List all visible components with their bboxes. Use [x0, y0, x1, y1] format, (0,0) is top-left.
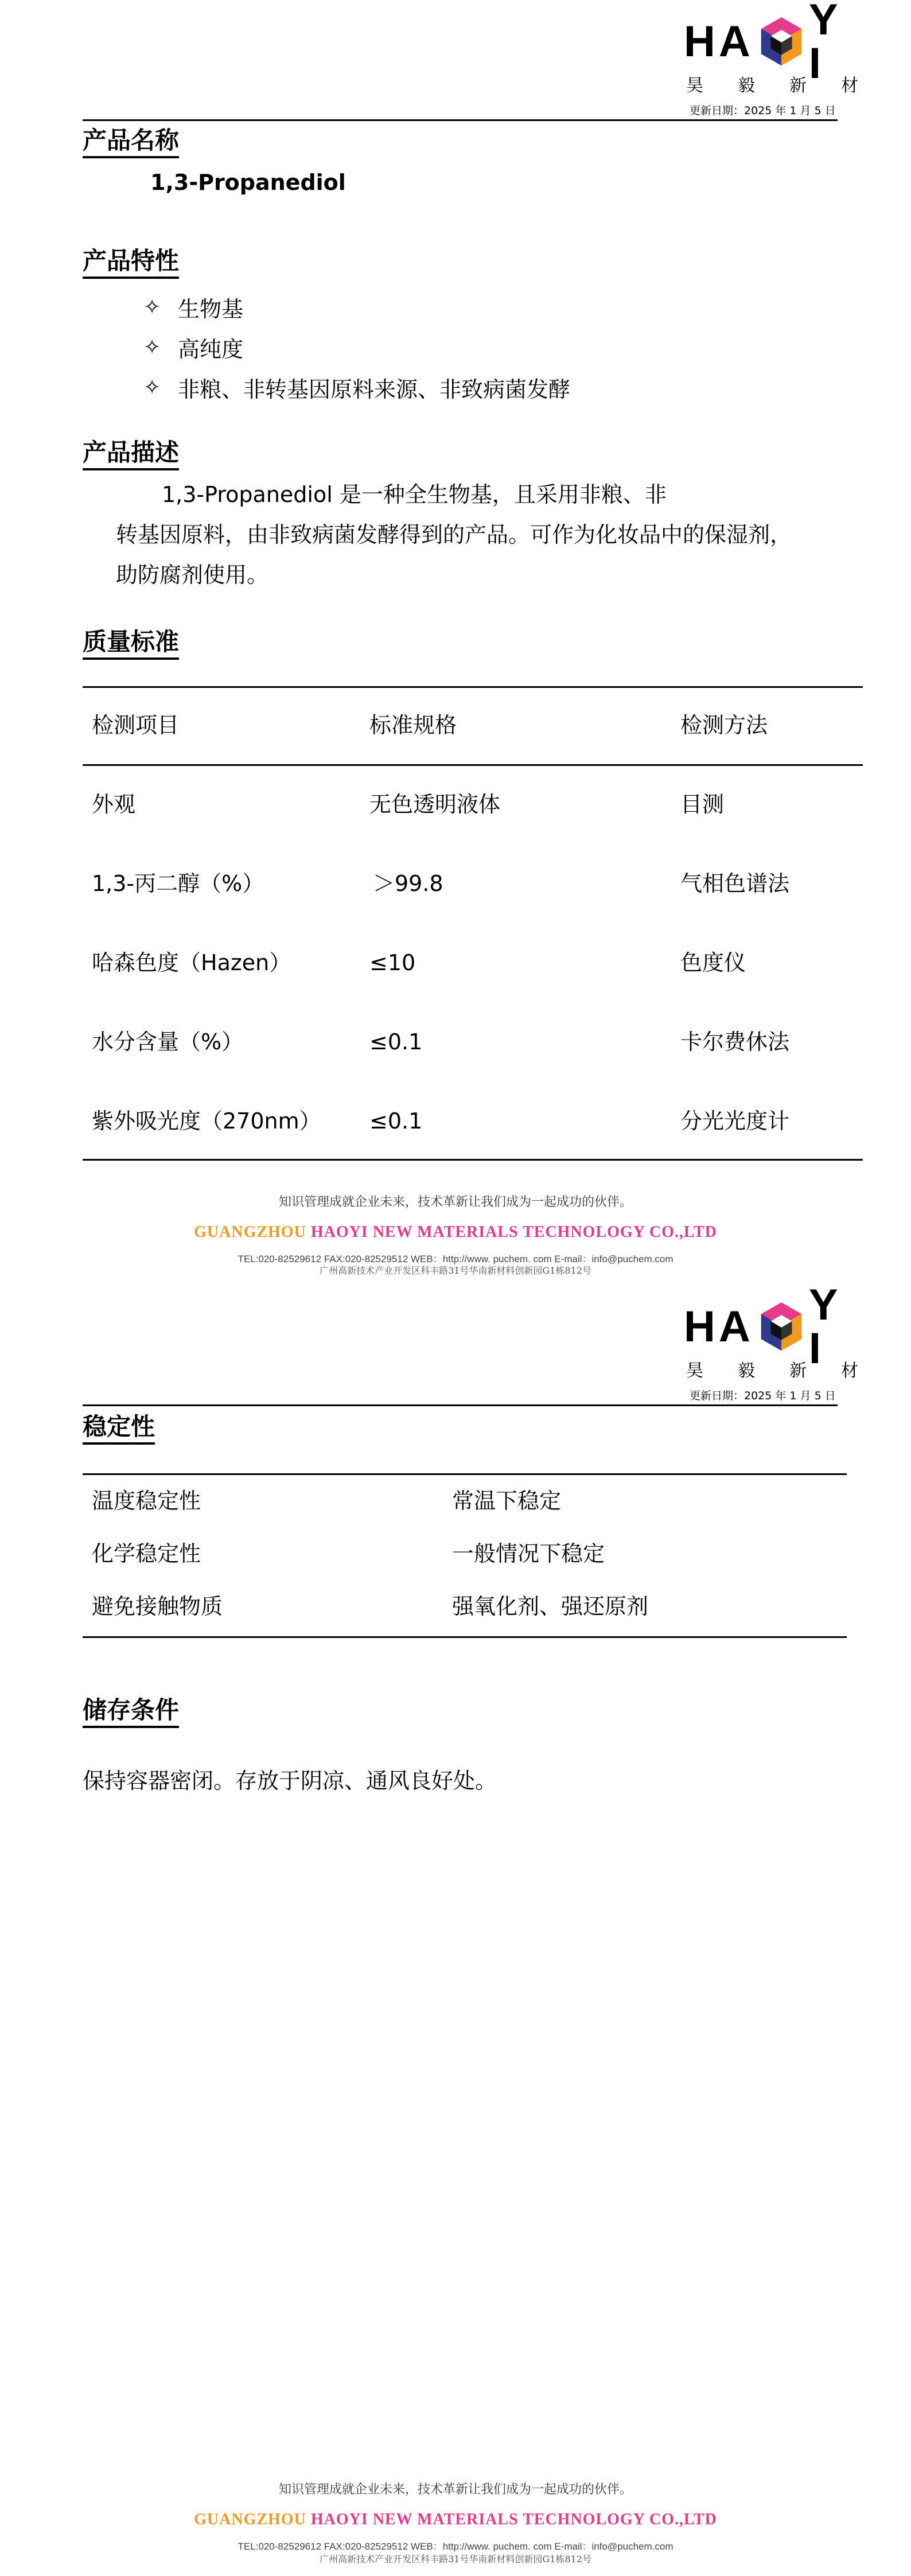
footer-contact: TEL:020-82529612 FAX:020-82529512 WEB：http://www. puchem. com E-mail：info@puchem.com	[238, 1254, 673, 1264]
storage-title: 储存条件	[83, 1697, 179, 1728]
storage-text: 保持容器密闭。存放于阴凉、通风良好处。	[83, 1768, 497, 1793]
stability-bottom-rule	[83, 1636, 847, 1638]
logo-latin-left: HA	[684, 17, 754, 66]
company-logo	[684, 1281, 862, 1382]
diamond-star-icon: ✧	[143, 295, 161, 319]
footer-slogan: 知识管理成就企业未来，技术革新让我们成为一起成功的伙伴。	[278, 1195, 632, 1209]
footer-contact: TEL:020-82529612 FAX:020-82529512 WEB：http://www. puchem. com E-mail：info@puchem.com	[238, 2541, 673, 2552]
page-2: HA Y I 昊 毅 新 材 更新日期：2025 年 1 月 5 日 稳定性 温度稳定性 常温下稳定 化学稳定性 一般情况下稳定 避免接触物质 强氧化剂、强还原剂 储存条件 保持容器密闭。存放于阴凉、通风良好处。 知识管理成就企业未来，技术革新让我们成为一起成功的伙伴。 GUANGZHOU HAOYI NEW MATERIALS TECHNOLOGY CO.,LTD TEL:020-82529612 FAX:020-82529512 WEB：http://www. puchem. com E-mail：info@puchem.com 广州高新技术产业开发区科丰路31号华南新材料创新园G1栋812号	[0, 0, 911, 2576]
logo-latin-left: HA	[684, 1302, 754, 1351]
description-line: 转基因原料，由非致病菌发酵得到的产品。可作为化妆品中的保湿剂，	[116, 522, 792, 547]
feature-item: ✧ 非粮、非转基因原料来源、非致病菌发酵	[143, 376, 571, 402]
product-name-value: 1,3-Propanediol	[150, 170, 346, 195]
diamond-star-icon: ✧	[143, 336, 161, 359]
footer-company: GUANGZHOU HAOYI NEW MATERIALS TECHNOLOGY CO.,LTD	[194, 1223, 717, 1241]
footer-company: GUANGZHOU HAOYI NEW MATERIALS TECHNOLOGY CO.,LTD	[194, 2511, 717, 2528]
feature-item: ✧ 高纯度	[143, 336, 244, 362]
table-header-method: 检测方法	[680, 713, 768, 738]
table-header-item: 检测项目	[92, 713, 180, 738]
page-1: HA Y I 昊 毅 新 材 更新日期：2025 年 1 月 5 日 产品名称 1,3-Propanediol 产品特性 ✧ 生物基 ✧ 高纯度 ✧ 非粮、非转基因原料来源、非致病菌发酵 产品描述 1,3-Propanediol 是一种全生物基，且采用非粮、非 转基因原料，由非致病菌发酵得到的产品。可作为化妆品中的保湿剂， 助防腐剂使用。 质量标准 检测项目 标准规格 检测方法 外观 无色透明液体 目测 1,3-丙二醇（%） ＞99.8 气相色谱法 哈森色度（Hazen） ≤10 色度仪 水分含量（%） ≤0.1 卡尔费休法 紫外吸光度（270nm） ≤0.1 分光光度计 知识管理成就企业未来，技术革新让我们成为一起成功的伙伴。 GUANGZHOU HAOYI NEW MATERIALS TECHNOLOGY CO.,LTD TEL:020-82529612 FAX:020-82529512 WEB：http://www. puchem. com E-mail：info@puchem.com 广州高新技术产业开发区科丰路31号华南新材料创新园G1栋812号	[0, 0, 911, 1285]
update-date: 更新日期：2025 年 1 月 5 日	[690, 104, 836, 117]
logo-cube-icon	[757, 1295, 805, 1359]
logo-chinese: 昊 毅 新 材	[686, 76, 858, 96]
product-name-title: 产品名称	[83, 127, 179, 158]
footer-address: 广州高新技术产业开发区科丰路31号华南新材料创新园G1栋812号	[320, 1265, 591, 1276]
logo-chinese: 昊 毅 新 材	[686, 1361, 858, 1381]
footer-address: 广州高新技术产业开发区科丰路31号华南新材料创新园G1栋812号	[320, 2554, 591, 2565]
logo-latin-right: Y I	[808, 0, 841, 88]
feature-item: ✧ 生物基	[143, 295, 244, 322]
quality-standard-title: 质量标准	[83, 629, 179, 660]
stability-top-rule	[83, 1473, 847, 1475]
diamond-star-icon: ✧	[143, 376, 161, 399]
update-date: 更新日期：2025 年 1 月 5 日	[690, 1390, 836, 1402]
description-line: 1,3-Propanediol 是一种全生物基，且采用非粮、非	[162, 482, 667, 507]
footer-slogan: 知识管理成就企业未来，技术革新让我们成为一起成功的伙伴。	[278, 2482, 632, 2497]
logo-latin-right: Y I	[808, 1281, 841, 1373]
stability-title: 稳定性	[83, 1414, 155, 1445]
product-features-title: 产品特性	[83, 248, 179, 279]
header-divider	[83, 1404, 838, 1406]
table-header-spec: 标准规格	[369, 713, 457, 738]
product-description-title: 产品描述	[83, 439, 179, 470]
description-line: 助防腐剂使用。	[116, 562, 269, 587]
